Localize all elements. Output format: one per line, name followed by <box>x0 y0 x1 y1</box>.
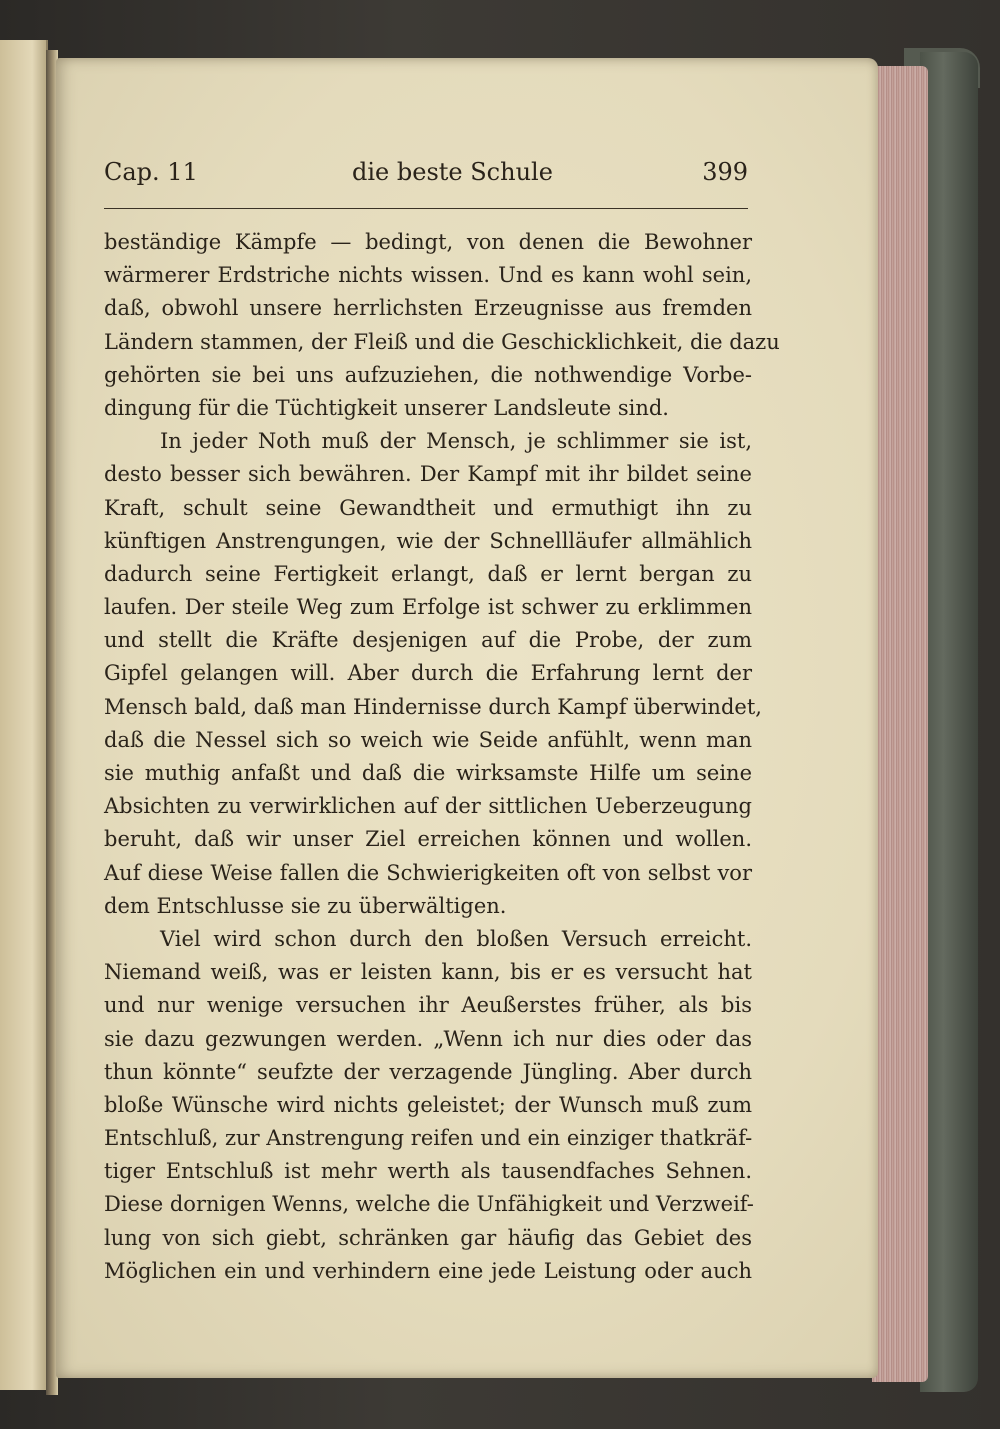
text-line: tiger Entschluß ist mehr werth als tausendfaches Sehnen. <box>104 1159 752 1184</box>
running-head <box>104 152 748 192</box>
text-line: In jeder Noth muß der Mensch, je schlimmer sie ist, <box>160 429 752 454</box>
facing-page-edge <box>0 40 48 1390</box>
text-line: und stellt die Kräfte desjenigen auf die Probe, der zum <box>104 628 752 653</box>
text-line: sie muthig anfaßt und daß die wirksamste Hilfe um seine <box>104 761 752 785</box>
text-line: Mensch bald, daß man Hindernisse durch Kampf überwindet, <box>104 694 762 719</box>
text-line: Viel wird schon durch den bloßen Versuch erreicht. <box>160 926 752 951</box>
text-line: Möglichen ein und verhindern eine jede Leistung oder auch <box>104 1258 752 1283</box>
text-line: daß die Nessel sich so weich wie Seide anfühlt, wenn man <box>104 727 752 752</box>
text-line: wärmerer Erdstriche nichts wissen. Und es kann wohl sein, <box>104 263 752 288</box>
text-line: Kraft, schult seine Gewandtheit und ermuthigt ihn zu <box>104 495 752 520</box>
text-line: desto besser sich bewähren. Der Kampf mit ihr bildet seine <box>104 462 752 487</box>
text-line: daß, obwohl unsere herrlichsten Erzeugnisse aus fremden <box>104 296 752 321</box>
text-line: beständige Kämpfe — bedingt, von denen die Bewohner <box>104 230 752 254</box>
text-line: Ländern stammen, der Fleiß und die Geschicklichkeit, die dazu <box>104 329 780 354</box>
header-rule <box>104 208 748 209</box>
text-line: bloße Wünsche wird nichts geleistet; der Wunsch muß zum <box>104 1092 752 1117</box>
text-line: Absichten zu verwirklichen auf der sittlichen Ueberzeugung <box>104 794 752 819</box>
text-line: Diese dornigen Wenns, welche die Unfähigkeit und Verzweif- <box>104 1192 754 1217</box>
running-title: die beste Schule <box>352 158 553 186</box>
text-line: dadurch seine Fertigkeit erlangt, daß er lernt bergan zu <box>104 561 752 586</box>
text-line: dem Entschlusse sie zu überwältigen. <box>104 893 507 918</box>
text-line: gehörten sie bei uns aufzuziehen, die nothwendige Vorbe- <box>104 362 752 387</box>
text-line: Auf diese Weise fallen die Schwierigkeiten oft von selbst vor <box>104 860 752 885</box>
text-line: künftigen Anstrengungen, wie der Schnellläufer allmählich <box>104 528 752 553</box>
text-line: laufen. Der steile Weg zum Erfolge ist schwer zu erklimmen <box>104 595 752 620</box>
chapter-label: Cap. 11 <box>104 158 198 186</box>
page-block-edges <box>872 66 928 1382</box>
text-line: und nur wenige versuchen ihr Aeußerstes früher, als bis <box>104 993 752 1018</box>
text-line: lung von sich giebt, schränken gar häufig das Gebiet des <box>104 1225 752 1250</box>
text-line: Niemand weiß, was er leisten kann, bis er es versucht hat <box>104 960 752 985</box>
book-cover <box>920 52 978 1392</box>
text-line: dingung für die Tüchtigkeit unserer Landsleute sind. <box>104 395 669 420</box>
body-text <box>104 226 780 1288</box>
text-line: sie dazu gezwungen werden. „Wenn ich nur dies oder das <box>104 1026 752 1051</box>
text-line: Gipfel gelangen will. Aber durch die Erfahrung lernt der <box>104 661 752 686</box>
text-line: thun könnte“ seufzte der verzagende Jüngling. Aber durch <box>104 1059 752 1084</box>
text-line: beruht, daß wir unser Ziel erreichen können und wollen. <box>104 827 752 852</box>
page-number: 399 <box>702 158 748 186</box>
text-line: Entschluß, zur Anstrengung reifen und ein einziger thatkräf- <box>104 1126 753 1151</box>
